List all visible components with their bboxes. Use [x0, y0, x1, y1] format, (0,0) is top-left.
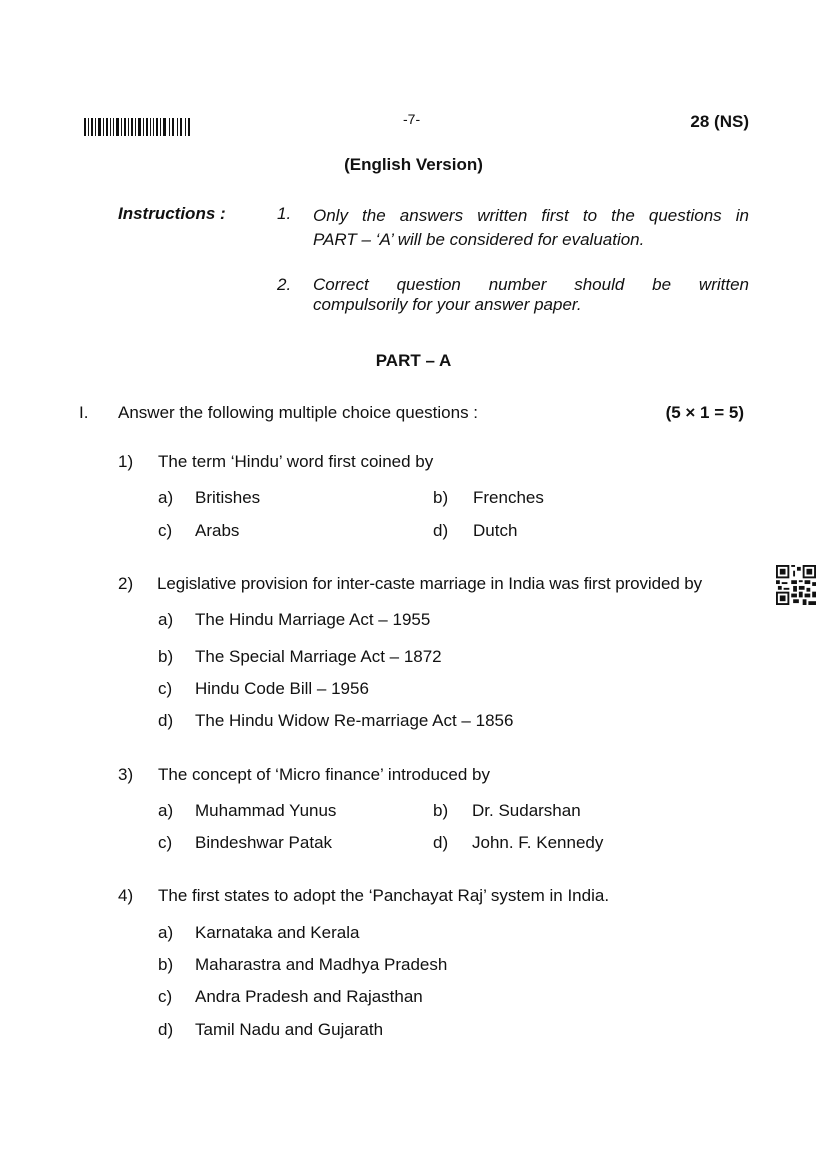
q2-option-b-text: The Special Marriage Act – 1872: [195, 647, 442, 666]
q4-option-a-text: Karnataka and Kerala: [195, 923, 360, 942]
instruction-2-line2: compulsorily for your answer paper.: [313, 295, 582, 314]
q1-option-a-key: a): [158, 488, 174, 507]
question-2-number: 2): [118, 574, 134, 593]
instruction-2-number: 2.: [277, 275, 292, 294]
q2-option-d-key: d): [158, 711, 174, 730]
q3-option-d-key: d): [433, 833, 449, 852]
question-1-text: The term ‘Hindu’ word first coined by: [158, 452, 434, 471]
page-number: -7-: [403, 111, 421, 127]
question-1-number: 1): [118, 452, 134, 471]
instruction-1-line1: Only the answers written first to the questions in: [313, 206, 749, 225]
q1-option-b-key: b): [433, 488, 449, 507]
q2-option-b-key: b): [158, 647, 174, 666]
part-title: PART – A: [375, 351, 452, 370]
section-prompt: Answer the following multiple choice questions :: [118, 403, 479, 422]
q1-option-d-text: Dutch: [473, 521, 518, 540]
q3-option-c-text: Bindeshwar Patak: [195, 833, 333, 852]
q1-option-d-key: d): [433, 521, 449, 540]
instructions-label: Instructions :: [118, 204, 226, 223]
qr-code: [776, 565, 816, 605]
q3-option-b-key: b): [433, 801, 449, 820]
q4-option-d-key: d): [158, 1020, 174, 1039]
q3-option-c-key: c): [158, 833, 173, 852]
q2-option-a-text: The Hindu Marriage Act – 1955: [195, 610, 431, 629]
question-4-number: 4): [118, 886, 134, 905]
section-marks: (5 × 1 = 5): [665, 403, 744, 422]
q4-option-c-key: c): [158, 987, 173, 1006]
q1-option-c-text: Arabs: [195, 521, 240, 540]
instruction-2-line1: Correct question number should be written: [313, 275, 749, 294]
instruction-1-text: [313, 204, 749, 252]
question-3-number: 3): [118, 765, 134, 784]
q4-option-a-key: a): [158, 923, 174, 942]
instruction-1-line2: PART – ‘A’ will be considered for evaluation.: [313, 230, 645, 249]
q2-option-d-text: The Hindu Widow Re-marriage Act – 1856: [195, 711, 514, 730]
question-4-text: The first states to adopt the ‘Panchayat Raj’ system in India.: [158, 886, 610, 905]
q3-option-d-text: John. F. Kennedy: [472, 833, 604, 852]
barcode: [84, 118, 190, 136]
question-3-text: The concept of ‘Micro finance’ introduced by: [158, 765, 490, 784]
q3-option-b-text: Dr. Sudarshan: [472, 801, 581, 820]
q2-option-c-key: c): [158, 679, 173, 698]
q3-option-a-text: Muhammad Yunus: [195, 801, 337, 820]
section-number: I.: [79, 403, 89, 422]
q2-option-c-text: Hindu Code Bill – 1956: [195, 679, 369, 698]
q4-option-d-text: Tamil Nadu and Gujarath: [195, 1020, 384, 1039]
version-title: (English Version): [344, 155, 483, 174]
q2-option-a-key: a): [158, 610, 174, 629]
instruction-2-text: [313, 275, 749, 315]
q1-option-c-key: c): [158, 521, 173, 540]
q4-option-c-text: Andra Pradesh and Rajasthan: [195, 987, 423, 1006]
q4-option-b-key: b): [158, 955, 174, 974]
q4-option-b-text: Maharastra and Madhya Pradesh: [195, 955, 448, 974]
instruction-1-number: 1.: [277, 204, 292, 223]
question-2-text: Legislative provision for inter-caste marriage in India was first provided by: [157, 574, 703, 593]
q1-option-b-text: Frenches: [473, 488, 544, 507]
q1-option-a-text: Britishes: [195, 488, 261, 507]
q3-option-a-key: a): [158, 801, 174, 820]
paper-code: 28 (NS): [690, 112, 749, 131]
